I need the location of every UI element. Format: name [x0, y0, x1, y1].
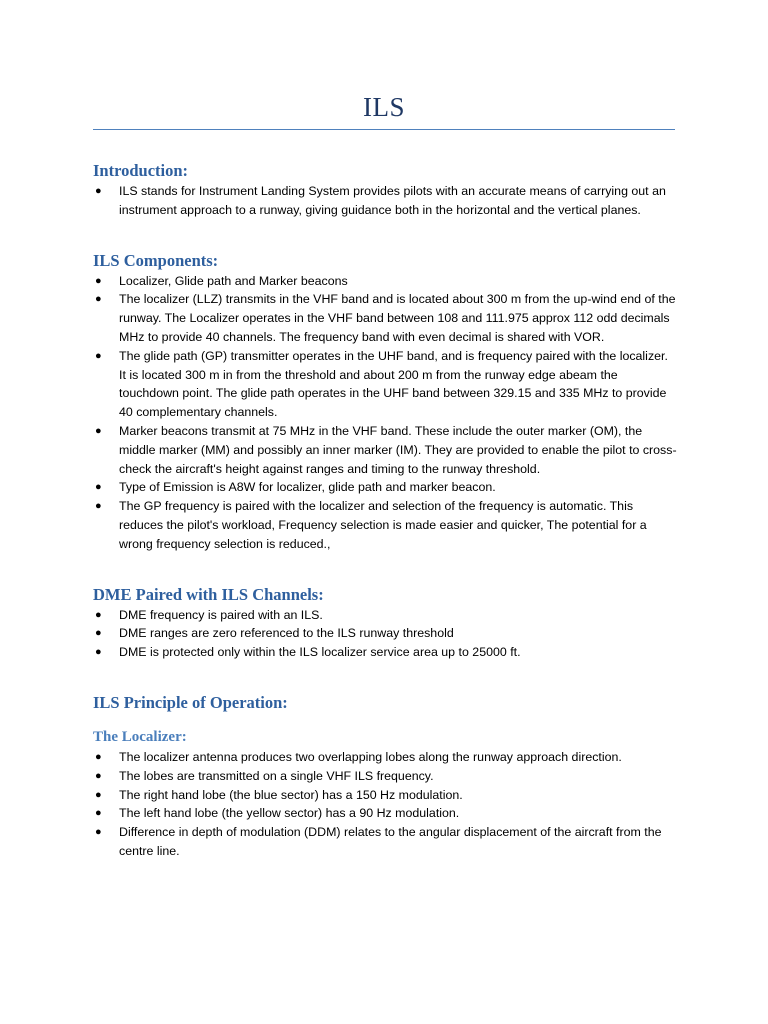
bullet-icon: ●	[95, 750, 102, 763]
list-item: ● Difference in depth of modulation (DDM) relates to the angular displacement of the aircraft from the centre line.	[95, 825, 662, 858]
bullet-icon: ●	[95, 500, 102, 513]
list-item: ● The localizer (LLZ) transmits in the VHF band and is located about 300 m from the up-wind end of the runway. The Localizer operates in the VHF band between 108 and 111.975 approx 112 odd decimals MHz to provide 40 channels. The frequency band with even decimal is shared with VOR.	[95, 292, 676, 344]
bullet-icon: ●	[95, 185, 102, 197]
bullet-icon: ●	[95, 608, 102, 621]
list-item: ● The GP frequency is paired with the localizer and selection of the frequency is automatic. This reduces the pilot's workload, Frequency selection is made easier and quicker, The potential for a wrong frequency selection is reduced.,	[95, 499, 647, 551]
list-item: ● The lobes are transmitted on a single VHF ILS frequency.	[93, 767, 678, 786]
section-heading: DME Paired with ILS Channels:	[93, 584, 324, 604]
title-underline	[93, 129, 675, 130]
section-heading: Introduction:	[93, 161, 189, 180]
list-item: ● Marker beacons transmit at 75 MHz in the VHF band. These include the outer marker (OM), the middle marker (MM) and possibly an inner marker (IM). They are provided to enable the pilot to cross-check the aircraft's height against ranges and timing to the runway threshold.	[95, 423, 677, 476]
subsection-heading: The Localizer:	[93, 728, 187, 745]
list-item: ● The glide path (GP) transmitter operates in the UHF band, and is frequency paired with the localizer. It is located 300 m in from the threshold and about 200 m from the runway edge abeam the touchdown point. The glide path operates in the UHF band between 329.15 and 335 MHz to provide 40 complementary channels.	[95, 348, 668, 420]
list-item: ● The left hand lobe (the yellow sector) has a 90 Hz modulation.	[93, 804, 678, 823]
bullet-icon: ●	[95, 481, 102, 494]
page-title: ILS	[363, 92, 405, 122]
bullet-list	[93, 182, 678, 220]
bullet-icon: ●	[95, 424, 102, 437]
bullet-icon: ●	[95, 826, 102, 839]
bullet-icon: ●	[95, 627, 102, 640]
bullet-list	[93, 748, 678, 861]
document-body	[93, 160, 678, 861]
bullet-icon: ●	[95, 349, 102, 362]
section-ils-components	[93, 250, 678, 554]
section-heading: ILS Principle of Operation:	[93, 692, 288, 712]
list-item: ● Localizer, Glide path and Marker beacons	[93, 272, 678, 291]
section-dme-paired	[93, 584, 678, 662]
bullet-list	[93, 272, 678, 554]
list-item: ● Type of Emission is A8W for localizer, glide path and marker beacon.	[93, 478, 678, 497]
list-item: ● DME is protected only within the ILS localizer service area up to 25000 ft.	[93, 643, 678, 662]
list-item: ● The localizer antenna produces two overlapping lobes along the runway approach direction.	[93, 748, 678, 767]
bullet-icon: ●	[95, 293, 102, 306]
bullet-icon: ●	[95, 274, 102, 287]
bullet-icon: ●	[95, 807, 102, 820]
bullet-list	[93, 606, 678, 662]
list-item: ● DME frequency is paired with an ILS.	[93, 606, 678, 625]
bullet-icon: ●	[95, 769, 102, 782]
list-item: ● The right hand lobe (the blue sector) has a 150 Hz modulation.	[93, 786, 678, 805]
section-heading: ILS Components:	[93, 250, 219, 270]
bullet-icon: ●	[95, 646, 102, 659]
section-introduction	[93, 160, 678, 220]
section-principle-of-operation	[93, 692, 678, 861]
list-item: ● DME ranges are zero referenced to the ILS runway threshold	[93, 624, 678, 643]
list-item: ● ILS stands for Instrument Landing System provides pilots with an accurate means of carrying out an instrument approach to a runway, giving guidance both in the horizontal and the vertical planes.	[95, 184, 666, 217]
bullet-icon: ●	[95, 788, 102, 801]
